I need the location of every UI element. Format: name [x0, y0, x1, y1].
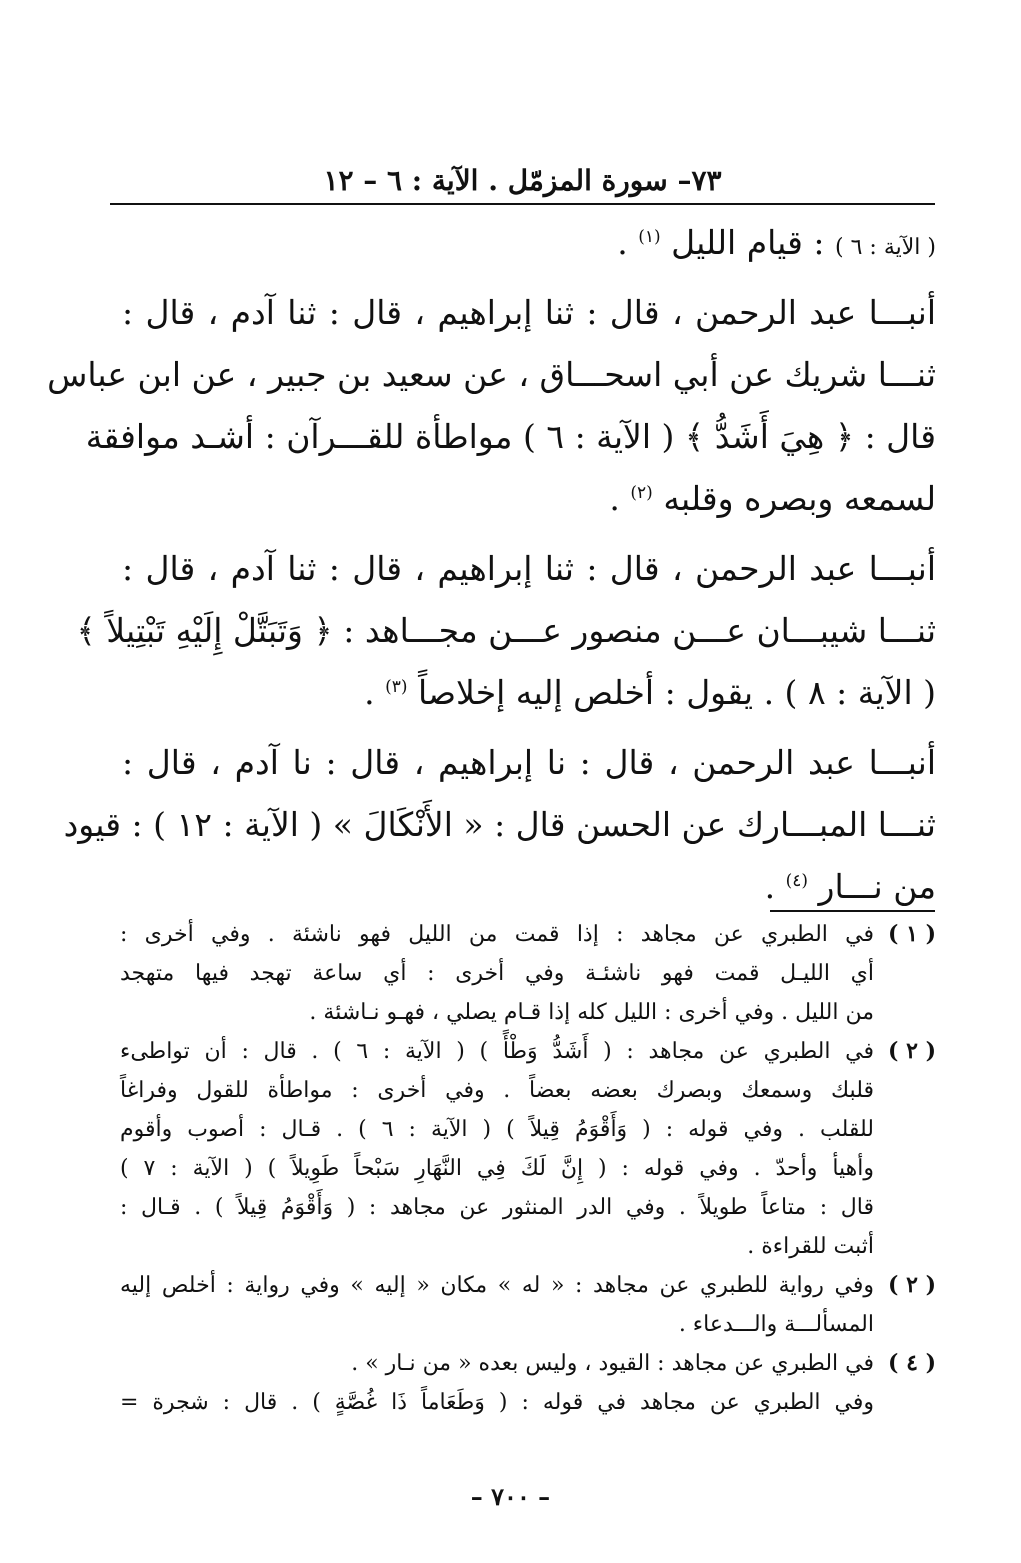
footnote [120, 1266, 936, 1344]
paragraph-3 [63, 732, 936, 918]
footnote-number: ( ٢ ) [888, 1272, 936, 1298]
verse-heading-text: : قيام الليل [671, 223, 825, 262]
footnote-line: في الطبري عن مجاهد : القيود ، وليس بعده « من نـار » . [351, 1351, 874, 1376]
footnote-line: وفي الطبري عن مجاهد في قوله : ( وَطَعَاماً ذَا غُصَّةٍ ) . قال : شجرة = [120, 1390, 874, 1415]
footnote-line: وفي رواية للطبري عن مجاهد : « له » مكان « إليه » وفي رواية : أخلص إليه [120, 1273, 874, 1298]
footnote-line: قلبك وسمعك وبصرك بعضه بعضاً . وفي أخرى : مواطأة للقول وفراغاً [120, 1078, 874, 1103]
paragraph-line: قال : ﴿ هِيَ أَشَدُّ ﴾ ( الآية : ٦ ) مواطأة للقـــرآن : أشـد موافقة [85, 417, 936, 456]
footnote-line: للقلب . وفي قوله : ( وَأَقْوَمُ قِيلاً ) ( الآية : ٦ ) . قـال : أصوب وأقوم [120, 1117, 874, 1142]
footnote-number: ( ١ ) [888, 921, 936, 947]
footnote-number: ( ٢ ) [888, 1038, 936, 1064]
footnote-line: أثبت للقراءة . [747, 1234, 874, 1259]
header-rule [110, 203, 935, 205]
paragraph-2 [76, 538, 936, 724]
footnote-line: من الليل . وفي أخرى : الليل كله إذا قـام يصلي ، فهـو نـاشئة . [309, 1000, 874, 1025]
paragraph-line: ثنـــا شيبـــان عـــن منصور عـــن مجـــاهد : ﴿ وَتَبَتَّلْ إِلَيْهِ تَبْتِيلاً ﴾ [76, 611, 936, 650]
footnote-line: المسألـــة والـــدعاء . [678, 1312, 874, 1337]
paragraph-end: . [364, 673, 375, 712]
verse-ref: ( الآية : ٦ ) [835, 235, 936, 260]
footnote [120, 1344, 936, 1422]
footnote [120, 1032, 936, 1266]
footnote-marker: (٤) [785, 871, 809, 891]
verse-heading [122, 212, 936, 274]
footnote-line: في الطبري عن مجاهد : إذا قمت من الليل فهو ناشئة . وفي أخرى : [120, 922, 874, 947]
paragraph-last-line [122, 468, 936, 530]
footnote-separator [770, 910, 935, 912]
paragraph-line: أنبـــا عبد الرحمن ، قال : نا إبراهيم ، قال : نا آدم ، قال : [122, 743, 936, 782]
paragraph-line-text: من نـــار [818, 867, 936, 906]
paragraph-line: ثنـــا شريك عن أبي اسحـــاق ، عن سعيد بن جبير ، عن ابن عباس [47, 355, 936, 394]
paragraph-line-text: ( الآية : ٨ ) . يقول : أخلص إليه إخلاصاً [417, 673, 936, 712]
footnote-line: أي الليـل قمت فهو ناشئـة وفي أخرى : أي ساعة تهجد فيها متهجد [120, 961, 874, 986]
paragraph-end: . [764, 867, 776, 906]
main-text [47, 212, 936, 918]
running-header: ٧٣– سورة المزمّل . الآية : ٦ – ١٢ [323, 164, 722, 197]
page-number: – ٧٠٠ – [470, 1482, 551, 1511]
paragraph-line: أنبـــا عبد الرحمن ، قال : ثنا إبراهيم ، قال : ثنا آدم ، قال : [122, 549, 936, 588]
footnote-number: ( ٤ ) [888, 1350, 936, 1376]
footnote-marker: (٢) [630, 483, 653, 503]
paragraph-1 [47, 282, 936, 530]
footnotes [120, 915, 936, 1422]
paragraph-end: . [609, 479, 620, 518]
footnote-line: قال : متاعاً طويلاً . وفي الدر المنثور عن مجاهد : ( وَأَقْوَمُ قِيلاً ) . قـال : [120, 1195, 874, 1220]
footnote-line: في الطبري عن مجاهد : ( أَشَدُّ وَطْأً ) ( الآية : ٦ ) . قال : أن تواطىء [120, 1039, 874, 1064]
footnote-marker: (٣) [385, 677, 408, 697]
footnote-marker: (١) [638, 227, 661, 247]
footnote [120, 915, 936, 1032]
paragraph-last-line [122, 856, 936, 918]
paragraph-last-line [122, 662, 936, 724]
paragraph-line: ثنـــا المبـــارك عن الحسن قال : « الأَنْكَالَ » ( الآية : ١٢ ) : قيود [63, 805, 936, 844]
paragraph-line-text: لسمعه وبصره وقلبه [663, 479, 936, 518]
verse-heading-end: . [617, 223, 628, 262]
paragraph-line: أنبـــا عبد الرحمن ، قال : ثنا إبراهيم ، قال : ثنا آدم ، قال : [122, 293, 936, 332]
footnote-line: وأهيأ وأحدّ . وفي قوله : ( إِنَّ لَكَ فِي النَّهَارِ سَبْحاً طَوِيلاً ) ( الآية : ٧ ) [120, 1156, 875, 1181]
